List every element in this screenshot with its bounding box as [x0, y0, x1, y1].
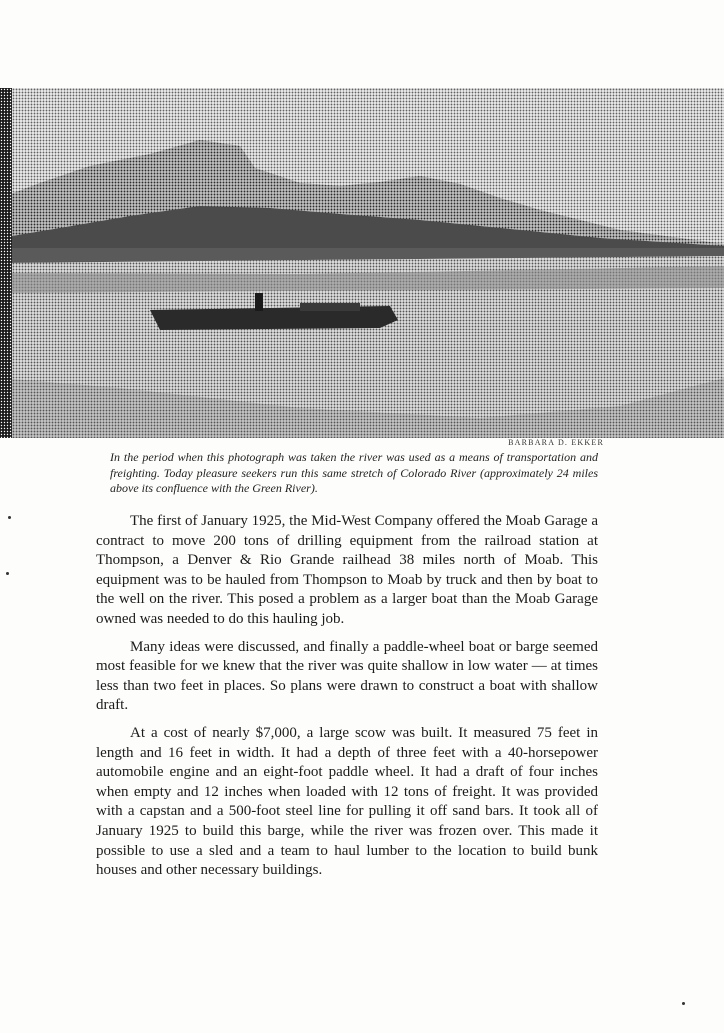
photo-credit: BARBARA D. EKKER: [508, 438, 604, 447]
paragraph: The first of January 1925, the Mid-West Company offered the Moab Garage a contract to move 200 tons of drilling equipment from the railroad station at Thompson, a Denver & Rio Grande railhead 38 miles north of Moab. This equipment was to be hauled from Thompson to Moab by truck and then by boat to the well on the river. This posed a problem as a larger boat than the Moab Garage owned was needed to do this hauling job.: [96, 513, 598, 627]
article-body: [96, 512, 598, 889]
paragraph: At a cost of nearly $7,000, a large scow was built. It measured 75 feet in length and 16 feet in width. It had a depth of three feet with a 40-horsepower automobile engine and an eight-foot paddle wheel. It had a draft of four inches when empty and 12 inches when loaded with 12 tons of freight. It was provided with a capstan and a 500-foot steel line for pulling it off sand bars. It took all of January 1925 to build this barge, while the river was frozen over. This made it possible to use a sled and a team to haul lumber to the location to build bunk houses and other necessary buildings.: [96, 724, 598, 879]
scan-speck: [6, 572, 9, 575]
paragraph: Many ideas were discussed, and finally a paddle-wheel boat or barge seemed most feasible for we knew that the river was quite shallow in low water — at times less than two feet in places. So plans were drawn to construct a boat with shallow draft.: [96, 638, 598, 714]
photo-caption: In the period when this photograph was taken the river was used as a means of transportation and freighting. Today pleasure seekers run this same stretch of Colorado River (approximately 24 miles above its confluence with the Green River).: [110, 450, 598, 495]
scan-speck: [682, 1002, 685, 1005]
photo-image: [0, 88, 724, 438]
river-photograph: [0, 88, 724, 438]
scan-speck: [8, 516, 11, 519]
